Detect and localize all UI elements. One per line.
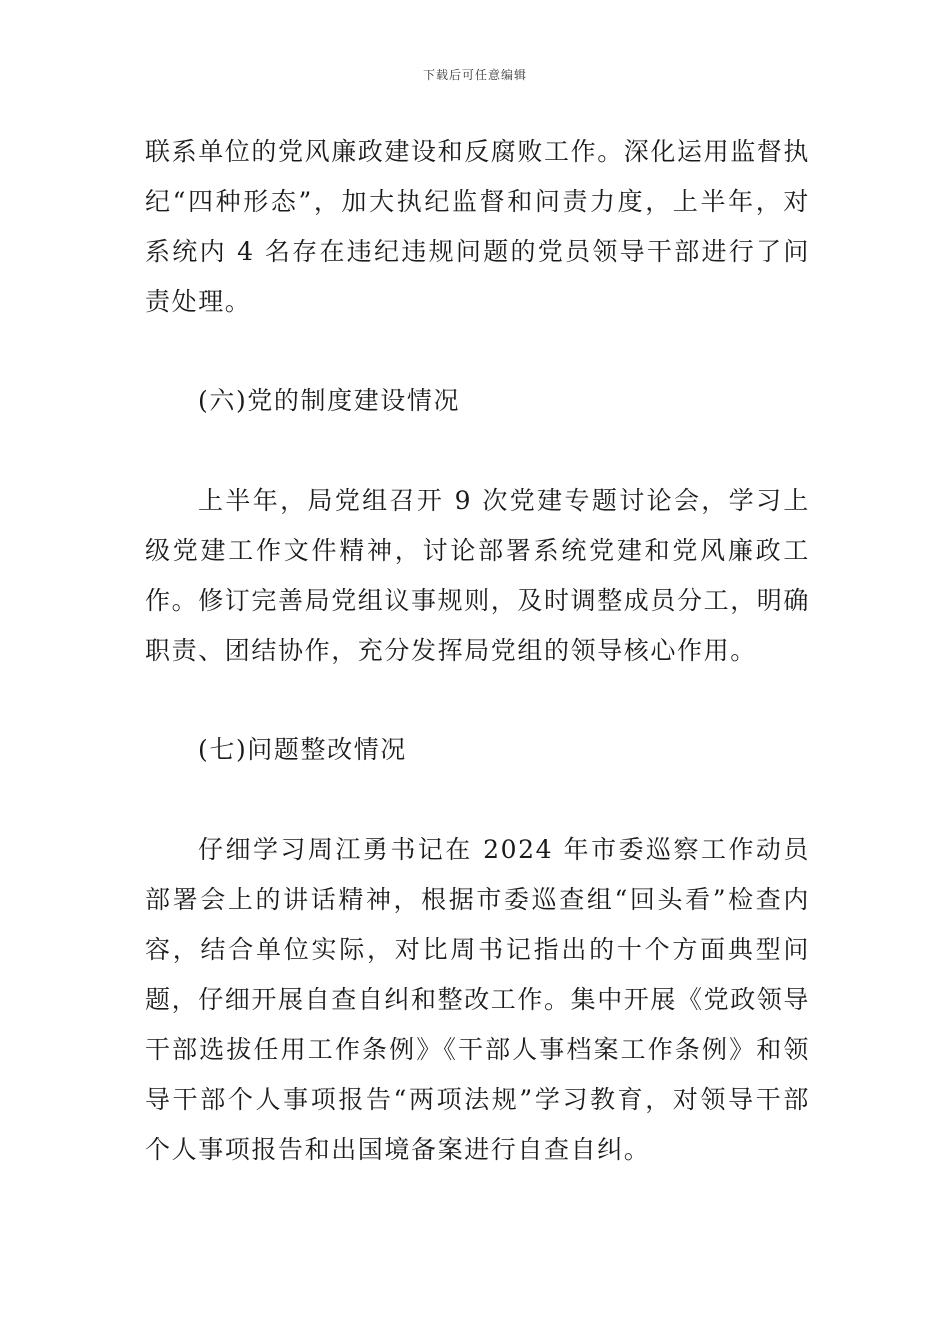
header-note: 下载后可任意编辑 [422, 68, 527, 82]
section-heading-institution-building: (六)党的制度建设情况 [198, 386, 461, 415]
paragraph-rectification: 仔细学习周江勇书记在 2024 年市委巡察工作动员部署会上的讲话精神，根据市委巡查组“回头看”检查内容，结合单位实际，对比周书记指出的十个方面典型问题，仔细开展自查自纠和整改工作。集中开展《党政领导干部选拔任用工作条例》《干部人事档案工作条例》和领导干部个人事项报告“两项法规”学习教育，对领导干部个人事项报告和出国境备案进行自查自纠。 [145, 835, 811, 1164]
paragraph-party-conduct: 联系单位的党风廉政建设和反腐败工作。深化运用监督执纪“四种形态”，加大执纪监督和问责力度，上半年，对系统内 4 名存在违纪违规问题的党员领导干部进行了问责处理。 [145, 137, 811, 316]
paragraph-institution-building: 上半年，局党组召开 9 次党建专题讨论会，学习上级党建工作文件精神，讨论部署系统党建和党风廉政工作。修订完善局党组议事规则，及时调整成员分工，明确职责、团结协作，充分发挥局党组的领导核心作用。 [145, 486, 811, 665]
section-heading-rectification: (七)问题整改情况 [198, 735, 407, 764]
